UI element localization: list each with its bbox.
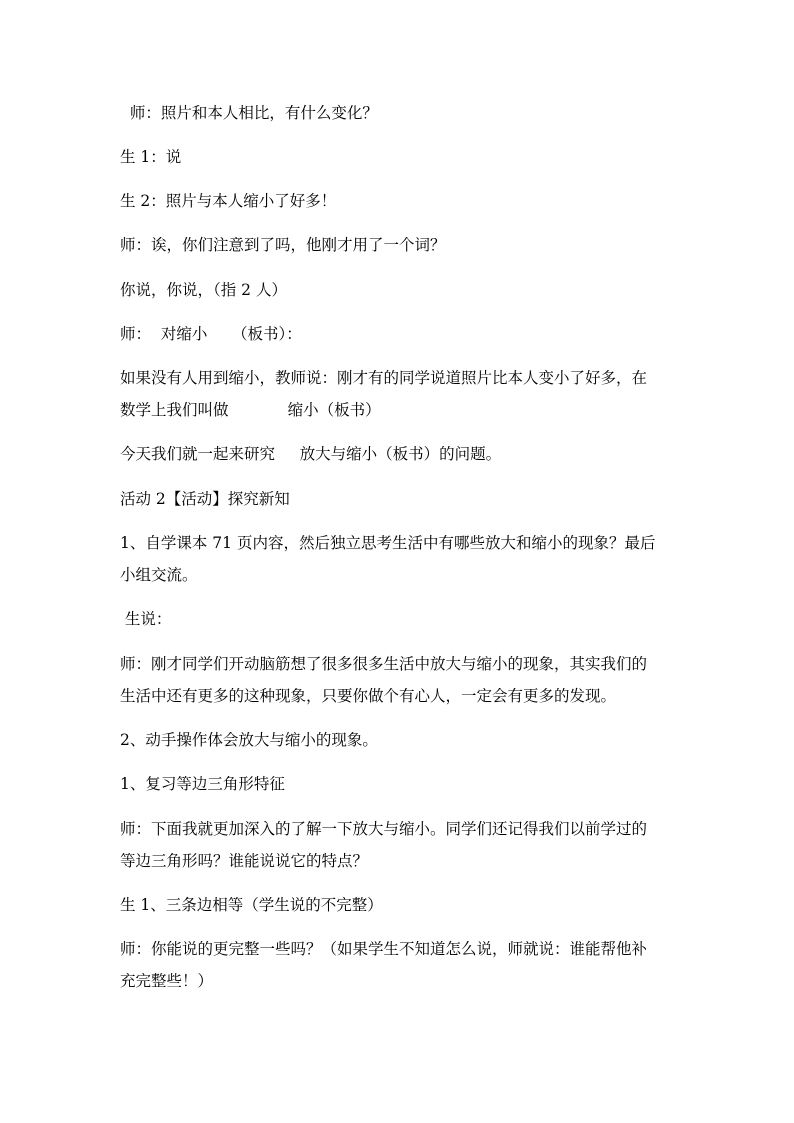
text-line: 充完整些！） — [120, 972, 214, 990]
text-line: 生活中还有更多的这种现象，只要你做个有心人，一定会有更多的发现。 — [120, 687, 617, 705]
text-line: 师：你能说的更完整一些吗？（如果学生不知道怎么说，师就说：谁能帮他补 — [120, 940, 648, 958]
text-line: 如果没有人用到缩小，教师说：刚才有的同学说道照片比本人变小了好多，在 — [120, 369, 648, 387]
section-heading: 活动 2【活动】探究新知 — [120, 490, 290, 508]
text-line: 生 1、三条边相等（学生说的不完整） — [120, 896, 383, 914]
text-line: 你说，你说，（指 2 人） — [120, 281, 287, 299]
text-line: 数学上我们叫做 缩小（板书） — [120, 401, 381, 419]
text-line: 今天我们就一起来研究 放大与缩小（板书）的问题。 — [120, 445, 502, 463]
text-line: 师：下面我就更加深入的了解一下放大与缩小。同学们还记得我们以前学过的 — [120, 820, 648, 838]
text-line: 生 1：说 — [120, 148, 182, 166]
text-line: 师：照片和本人相比，有什么变化？ — [120, 104, 378, 122]
text-line: 2、动手操作体会放大与缩小的现象。 — [120, 731, 378, 749]
text-line: 师：诶，你们注意到了吗，他刚才用了一个词？ — [120, 236, 446, 254]
text-line: 生 2：照片与本人缩小了好多！ — [120, 192, 337, 210]
text-line: 1、复习等边三角形特征 — [120, 775, 285, 793]
text-line: 1、自学课本 71 页内容，然后独立思考生活中有哪些放大和缩小的现象？最后 — [120, 534, 656, 552]
text-line: 等边三角形吗？谁能说说它的特点？ — [120, 852, 369, 870]
text-line: 师： 对缩小 （板书）： — [120, 325, 302, 343]
text-line: 生说： — [120, 610, 172, 628]
text-line: 小组交流。 — [120, 566, 198, 584]
text-line: 师：刚才同学们开动脑筋想了很多很多生活中放大与缩小的现象，其实我们的 — [120, 655, 648, 673]
